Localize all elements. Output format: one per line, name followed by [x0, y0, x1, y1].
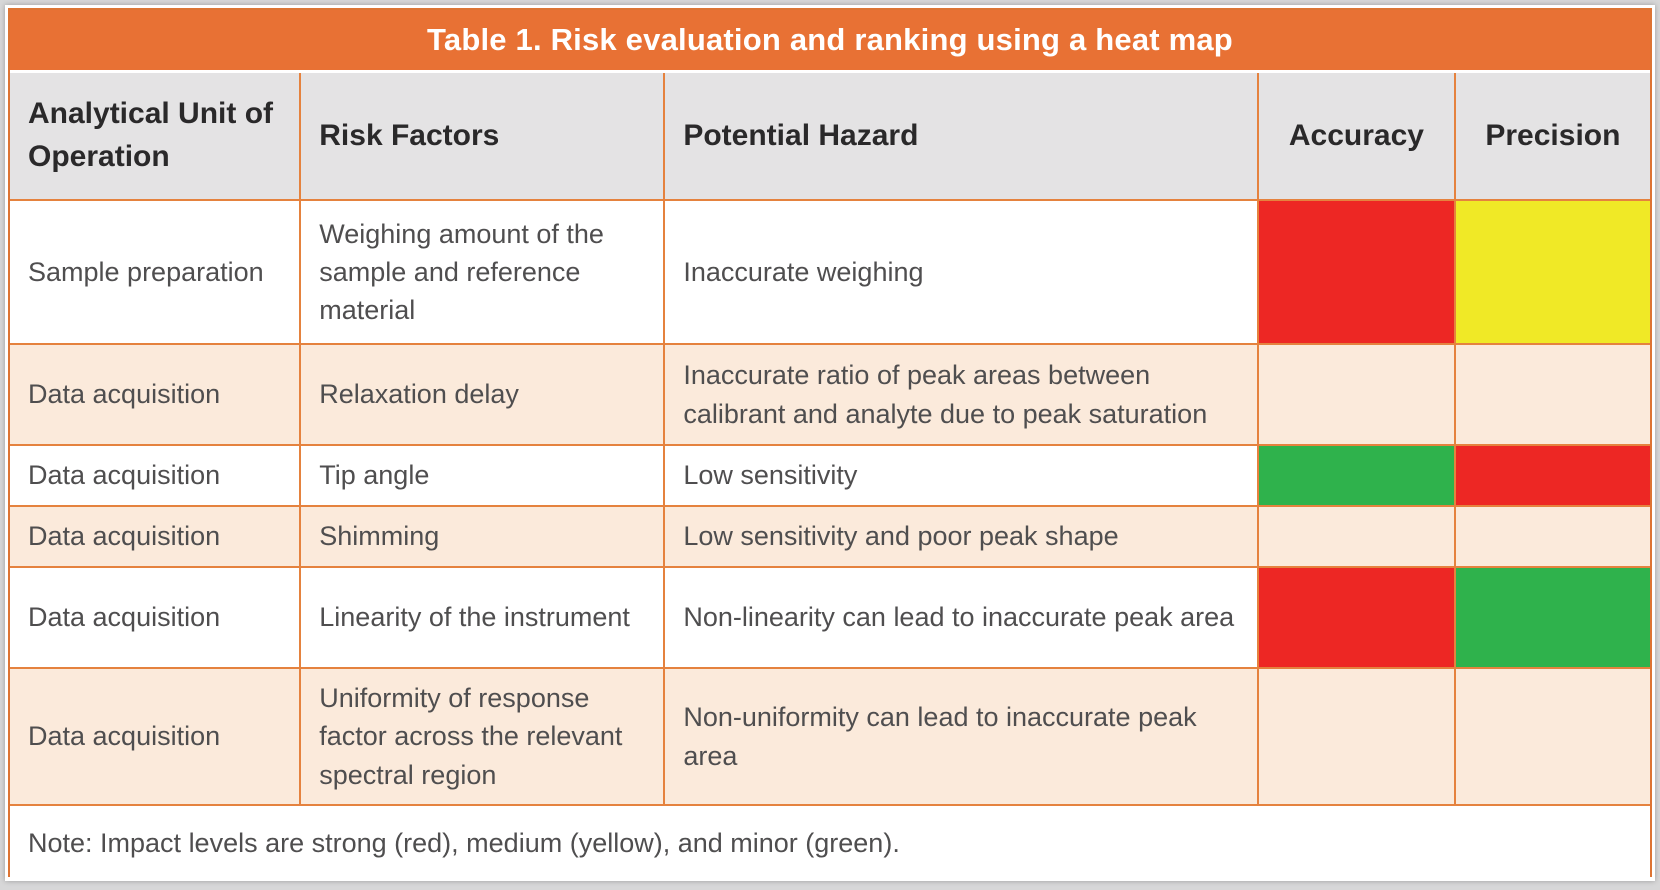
page-background — [5, 5, 1655, 881]
header-cell-unit: Analytical Unit of Operation — [10, 73, 300, 200]
heat-cell-accuracy — [1258, 567, 1455, 668]
table-row — [10, 668, 1650, 805]
cell-unit: Data acquisition — [10, 567, 300, 668]
cell-unit: Sample preparation — [10, 200, 300, 344]
heat-cell-accuracy — [1258, 668, 1455, 805]
table-row — [10, 344, 1650, 445]
table-title-bar — [10, 10, 1650, 73]
heat-cell-precision — [1455, 567, 1650, 668]
header-cell-hazard: Potential Hazard — [664, 73, 1258, 200]
cell-risk: Shimming — [300, 506, 664, 567]
heat-cell-precision — [1455, 506, 1650, 567]
risk-heat-map-table — [10, 73, 1650, 880]
heat-cell-precision — [1455, 445, 1650, 506]
table-title: Table 1. Risk evaluation and ranking using a heat map — [427, 22, 1233, 57]
table-note: Note: Impact levels are strong (red), medium (yellow), and minor (green). — [10, 805, 1650, 880]
cell-risk: Weighing amount of the sample and reference material — [300, 200, 664, 344]
heat-cell-precision — [1455, 344, 1650, 445]
header-cell-accuracy: Accuracy — [1258, 73, 1455, 200]
cell-hazard: Non-uniformity can lead to inaccurate peak area — [664, 668, 1258, 805]
heat-cell-accuracy — [1258, 200, 1455, 344]
heat-cell-accuracy — [1258, 445, 1455, 506]
note-row — [10, 805, 1650, 880]
cell-risk: Linearity of the instrument — [300, 567, 664, 668]
cell-hazard: Inaccurate weighing — [664, 200, 1258, 344]
header-row — [10, 73, 1650, 200]
table-row — [10, 200, 1650, 344]
cell-hazard: Non-linearity can lead to inaccurate peak area — [664, 567, 1258, 668]
cell-risk: Relaxation delay — [300, 344, 664, 445]
cell-unit: Data acquisition — [10, 445, 300, 506]
cell-unit: Data acquisition — [10, 668, 300, 805]
heat-cell-accuracy — [1258, 506, 1455, 567]
cell-unit: Data acquisition — [10, 506, 300, 567]
header-cell-risk: Risk Factors — [300, 73, 664, 200]
heat-cell-precision — [1455, 200, 1650, 344]
table-row — [10, 506, 1650, 567]
heat-cell-precision — [1455, 668, 1650, 805]
table-row — [10, 445, 1650, 506]
header-cell-precision: Precision — [1455, 73, 1650, 200]
heat-cell-accuracy — [1258, 344, 1455, 445]
table-row — [10, 567, 1650, 668]
risk-table-frame — [8, 8, 1652, 877]
cell-hazard: Low sensitivity — [664, 445, 1258, 506]
cell-unit: Data acquisition — [10, 344, 300, 445]
cell-hazard: Low sensitivity and poor peak shape — [664, 506, 1258, 567]
cell-hazard: Inaccurate ratio of peak areas between calibrant and analyte due to peak saturation — [664, 344, 1258, 445]
cell-risk: Uniformity of response factor across the relevant spectral region — [300, 668, 664, 805]
cell-risk: Tip angle — [300, 445, 664, 506]
